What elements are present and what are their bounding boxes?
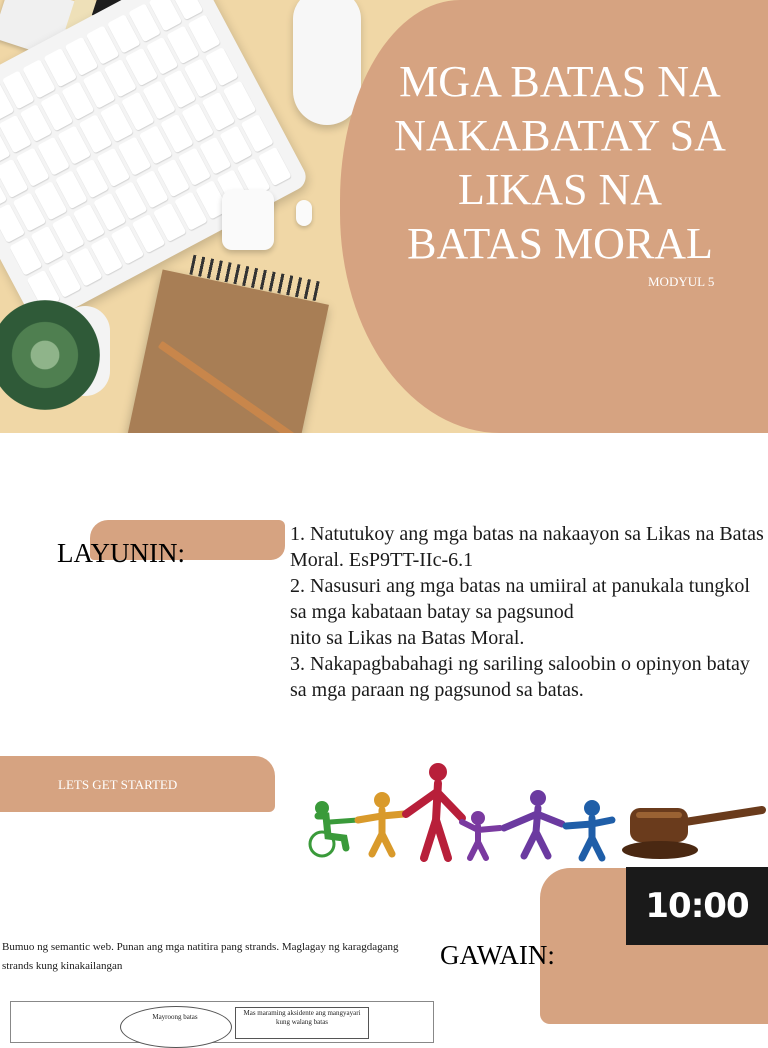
title-line: BATAS MORAL (407, 219, 713, 268)
activity-heading: GAWAIN: (440, 940, 555, 970)
people-and-gavel-illustration (300, 758, 768, 868)
person-icon (566, 800, 612, 858)
semantic-web-strand-text: Mas maraming aksidente ang mangyayari kung walang batas (243, 1009, 361, 1026)
person-icon (358, 792, 404, 854)
person-icon (462, 811, 500, 858)
semantic-web-center-text: Mayroong batas (152, 1013, 198, 1021)
objectives-heading: LAYUNIN: (57, 538, 185, 568)
countdown-timer (626, 867, 768, 945)
activity-instructions: Bumuo ng semantic web. Punan ang mga natitira pang strands. Maglagay ng karagdagang strands kung kinakailangan (2, 941, 399, 972)
objective-item: 1. Natutukoy ang mga batas na nakaayon sa Likas na Batas Moral. EsP9TT-IIc-6.1 (290, 523, 764, 571)
objectives-slide (0, 433, 768, 863)
title-slide (0, 0, 768, 433)
title-line: MGA BATAS NA (399, 57, 721, 106)
wheelchair-person-icon (310, 801, 358, 856)
earbuds-case-image (222, 190, 274, 250)
objective-item: nito sa Likas na Batas Moral. (290, 627, 525, 649)
objective-item: 2. Nasusuri ang mga batas na umiiral at panukala tungkol sa mga kabataan batay sa pagsunod (290, 575, 750, 623)
gavel-icon (622, 808, 762, 859)
person-icon (504, 790, 562, 856)
timer-value: 10:00 (645, 886, 749, 926)
mouse-image (293, 0, 361, 125)
objectives-list (290, 521, 768, 703)
person-icon (406, 763, 462, 858)
activity-slide (0, 863, 768, 1024)
objective-item: 3. Nakapagbabahagi ng sariling saloobin o opinyon batay sa mga paraan ng pagsunod sa batas. (290, 653, 750, 701)
module-subtitle: MODYUL 5 (648, 274, 715, 289)
earbud-image (296, 200, 312, 226)
lets-get-started-label: LETS GET STARTED (58, 777, 178, 792)
slide-title (370, 55, 750, 271)
title-line: NAKABATAY SA (394, 111, 726, 160)
title-line: LIKAS NA (457, 165, 663, 214)
